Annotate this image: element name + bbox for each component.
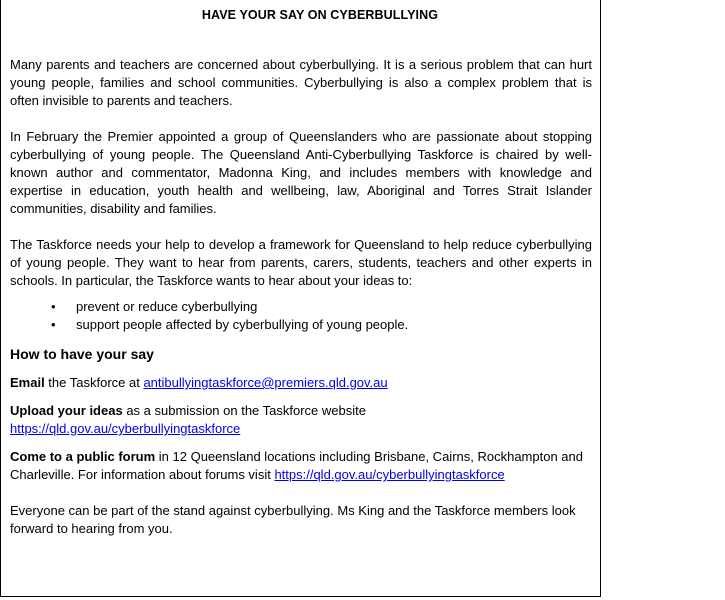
ideas-list bbox=[10, 298, 592, 334]
help-paragraph: The Taskforce needs your help to develop a framework for Queensland to help reduce cyberbullying of young people. They want to hear from parents, carers, students, teachers and other experts in schools. In particular, the Taskforce wants to hear about your ideas to: bbox=[10, 237, 592, 288]
email-text: the Taskforce at bbox=[44, 375, 144, 390]
email-method bbox=[10, 374, 592, 392]
list-item: • prevent or reduce cyberbullying bbox=[76, 298, 592, 316]
intro-paragraph: Many parents and teachers are concerned about cyberbullying. It is a serious problem that can hurt young people, families and school communities. Cyberbullying is also a complex problem that is often invisible to parents and teachers. bbox=[10, 57, 592, 108]
document-body bbox=[10, 56, 592, 538]
upload-label: Upload your ideas bbox=[10, 403, 123, 418]
forum-label: Come to a public forum bbox=[10, 449, 156, 464]
upload-method bbox=[10, 402, 592, 438]
forum-link[interactable]: https://qld.gov.au/cyberbullyingtaskforce bbox=[274, 467, 505, 482]
forum-text: in 12 Queensland locations including Brisbane, Cairns, Rockhampton and Charleville. For information about forums visit bbox=[10, 449, 583, 482]
upload-text: as a submission on the Taskforce website bbox=[122, 403, 366, 418]
email-link[interactable]: antibullyingtaskforce@premiers.qld.gov.au bbox=[143, 375, 388, 390]
closing-paragraph: Everyone can be part of the stand against cyberbullying. Ms King and the Taskforce members look forward to hearing from you. bbox=[10, 503, 576, 536]
email-label: Email bbox=[10, 375, 45, 390]
taskforce-paragraph: In February the Premier appointed a group of Queenslanders who are passionate about stopping cyberbullying of young people. The Queensland Anti-Cyberbullying Taskforce is chaired by well-known author and commentator, Madonna King, and includes members with knowledge and expertise in education, youth health and wellbeing, law, Aboriginal and Torres Strait Islander communities, disability and families. bbox=[10, 129, 592, 216]
page-title: HAVE YOUR SAY ON CYBERBULLYING bbox=[201, 8, 439, 22]
upload-link[interactable]: https://qld.gov.au/cyberbullyingtaskforce bbox=[10, 421, 241, 436]
forum-method bbox=[10, 448, 592, 484]
list-item: • support people affected by cyberbullying of young people. bbox=[76, 316, 592, 334]
how-to-heading: How to have your say bbox=[10, 346, 154, 362]
